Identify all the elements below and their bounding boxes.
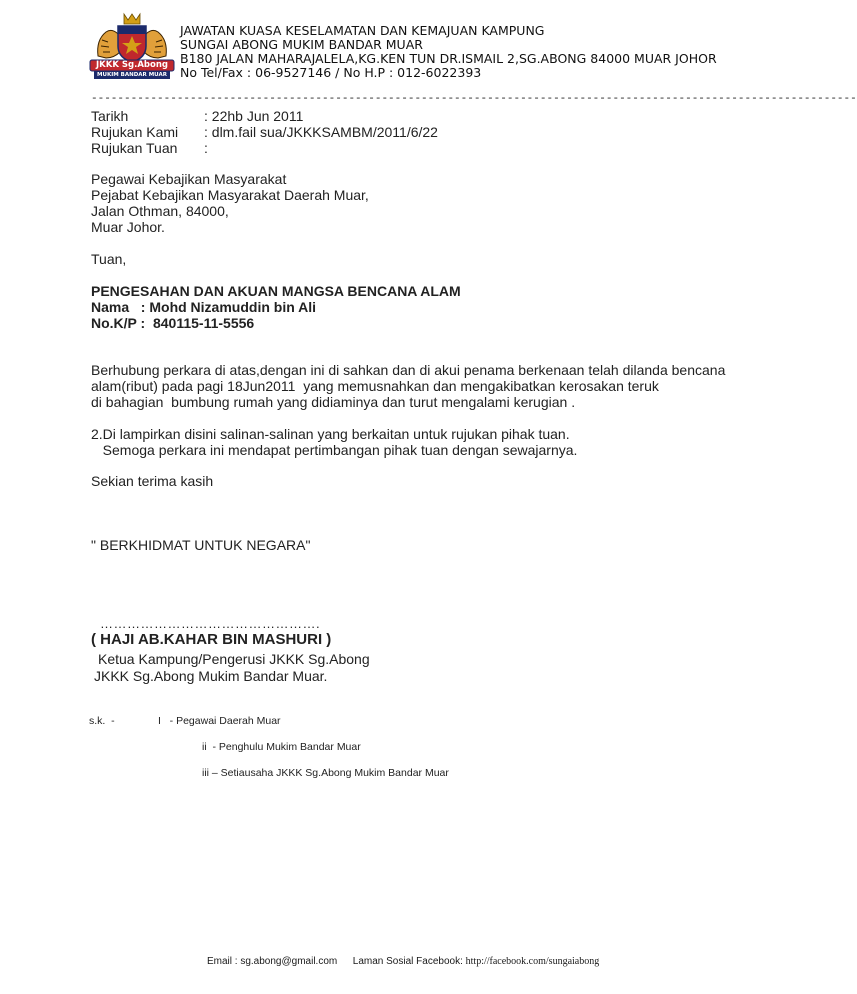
recipient-line-2: Pejabat Kebajikan Masyarakat Daerah Muar, — [91, 187, 369, 203]
motto: " BERKHIDMAT UNTUK NEGARA" — [91, 537, 311, 553]
recipient-line-3: Jalan Othman, 84000, — [91, 203, 229, 219]
signatory-name: ( HAJI AB.KAHAR BIN MASHURI ) — [91, 631, 332, 648]
cc-label: s.k. - — [89, 715, 115, 727]
ref-date — [91, 108, 303, 124]
signatory-title-2: JKKK Sg.Abong Mukim Bandar Muar. — [94, 668, 328, 684]
subject-name: Nama : Mohd Nizamuddin bin Ali — [91, 299, 317, 315]
logo-text: JKKK Sg.Abong — [96, 60, 168, 70]
paragraph-1-line-3: di bahagian bumbung rumah yang didiaminya dan turut mengalami kerugian . — [91, 394, 576, 410]
ref-tuan — [91, 140, 208, 156]
footer-social-link[interactable]: http://facebook.com/sungaiabong — [465, 956, 600, 967]
recipient-line-1: Pegawai Kebajikan Masyarakat — [91, 171, 287, 187]
ref-tuan-value: : — [204, 140, 208, 156]
logo-subtext: MUKIM BANDAR MUAR — [97, 72, 167, 78]
ref-kami-value: : dlm.fail sua/JKKKSAMBM/2011/6/22 — [204, 124, 438, 140]
cc-item-2: ii - Penghulu Mukim Bandar Muar — [202, 741, 361, 753]
paragraph-1-line-1: Berhubung perkara di atas,dengan ini di sahkan dan di akui penama berkenaan telah dilanda bencana — [91, 362, 726, 378]
footer-social-label: Laman Sosial Facebook: — [352, 956, 463, 967]
cc-item-1: I - Pegawai Daerah Muar — [158, 715, 281, 727]
ref-kami-label: Rujukan Kami — [91, 124, 179, 140]
letterhead-area: SUNGAI ABONG MUKIM BANDAR MUAR — [180, 37, 423, 52]
recipient-line-4: Muar Johor. — [91, 219, 165, 235]
ref-date-value: : 22hb Jun 2011 — [204, 108, 304, 124]
cc-item-3: iii – Setiausaha JKKK Sg.Abong Mukim Bandar Muar — [202, 767, 449, 779]
subject-ic-number: No.K/P : 840115-11-5556 — [91, 315, 255, 331]
subject-title: PENGESAHAN DAN AKUAN MANGSA BENCANA ALAM — [91, 283, 461, 299]
footer-email: Email : sg.abong@gmail.com — [207, 956, 338, 967]
signature-line: …………………………………………. — [100, 616, 321, 631]
paragraph-1-line-2: alam(ribut) pada pagi 18Jun2011 yang memusnahkan dan mengakibatkan kerosakan teruk — [91, 378, 659, 394]
header-separator: -------------------------------------------------------------------------------------------------------------------- — [91, 93, 857, 105]
letterhead-address: B180 JALAN MAHARAJALELA,KG.KEN TUN DR.ISMAIL 2,SG.ABONG 84000 MUAR JOHOR — [180, 51, 717, 66]
ref-date-label: Tarikh — [91, 108, 129, 124]
salutation: Tuan, — [91, 251, 127, 267]
footer — [207, 956, 599, 967]
signatory-title-1: Ketua Kampung/Pengerusi JKKK Sg.Abong — [98, 651, 370, 667]
paragraph-2-line-2: Semoga perkara ini mendapat pertimbangan pihak tuan dengan sewajarnya. — [91, 442, 578, 458]
jkkk-logo — [88, 12, 176, 80]
closing-text: Sekian terima kasih — [91, 473, 214, 489]
ref-kami — [91, 124, 438, 140]
paragraph-2-line-1: 2.Di lampirkan disini salinan-salinan yang berkaitan untuk rujukan pihak tuan. — [91, 426, 570, 442]
letterhead-org-name: JAWATAN KUASA KESELAMATAN DAN KEMAJUAN KAMPUNG — [180, 23, 545, 38]
letterhead-phone: No Tel/Fax : 06-9527146 / No H.P : 012-6022393 — [180, 65, 482, 80]
ref-tuan-label: Rujukan Tuan — [91, 140, 178, 156]
